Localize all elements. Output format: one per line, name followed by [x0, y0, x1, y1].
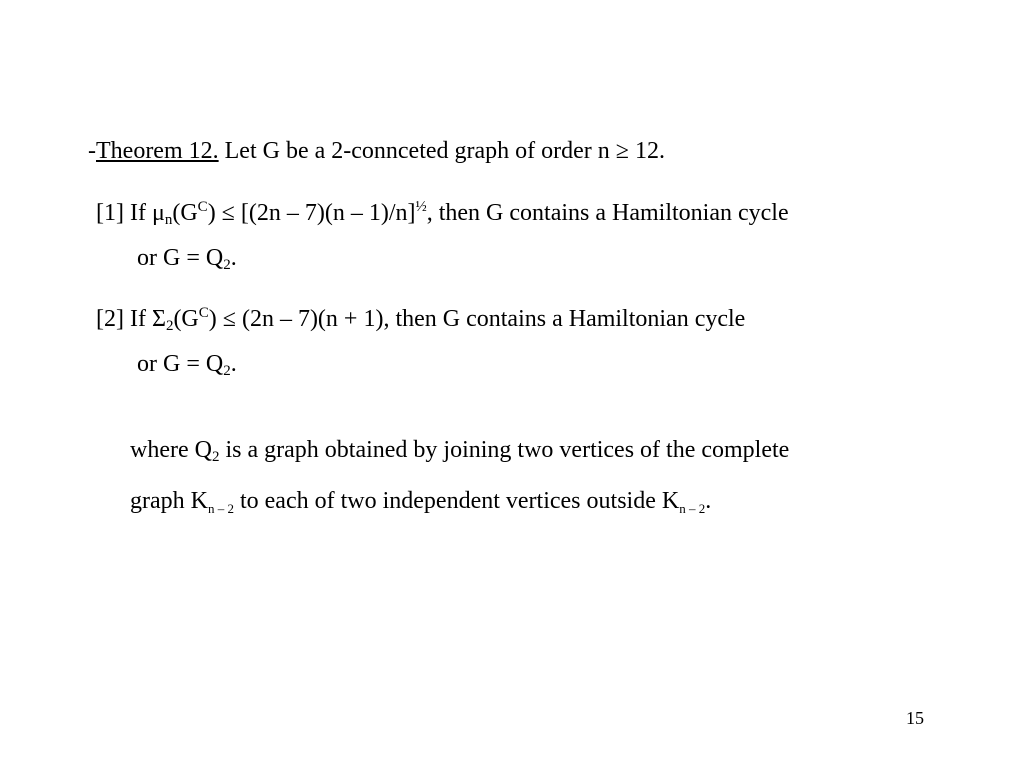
- theorem-heading: [88, 137, 665, 165]
- item2-line2-suffix: .: [230, 351, 237, 377]
- item1-line2-suffix: .: [230, 245, 237, 271]
- item2-line2-sub: 2: [223, 363, 231, 379]
- item1-line1: [96, 199, 789, 227]
- item1-sub-n: n: [164, 212, 173, 228]
- item1-line2: [137, 244, 237, 272]
- item2-line2-prefix: or G = Q: [137, 351, 224, 377]
- item1-g-open: (G: [172, 200, 198, 226]
- item1-sup-half: ½: [415, 199, 427, 215]
- item2-sup-c: C: [198, 305, 209, 321]
- item2-line2: [137, 350, 237, 378]
- item2-suffix: ) ≤ (2n – 7)(n + 1), then G contains a Hamiltonian cycle: [208, 306, 746, 332]
- where-line2-middle: to each of two independent vertices outside K: [233, 488, 680, 514]
- page-number: 15: [906, 708, 924, 728]
- where-sub-2: 2: [211, 449, 220, 465]
- item2-g-open: (G: [173, 306, 199, 332]
- item1-prefix: [1] If μ: [96, 200, 165, 226]
- where-line2-suffix: .: [705, 488, 712, 514]
- where-line2-prefix: graph K: [130, 488, 208, 514]
- theorem-text: Let G be a 2-connceted graph of order n ≥ 12.: [218, 138, 665, 164]
- where-line1: [130, 436, 789, 464]
- where-sub-a: n – 2: [207, 501, 234, 516]
- item1-line2-sub: 2: [223, 257, 231, 273]
- item1-middle: ) ≤ [(2n – 7)(n – 1)/n]: [207, 200, 416, 226]
- theorem-label: Theorem 12.: [96, 138, 219, 164]
- item2-sub-2: 2: [165, 318, 174, 334]
- item2-prefix: [2] If Σ: [96, 306, 166, 332]
- where-suffix: is a graph obtained by joining two vertices of the complete: [219, 437, 790, 463]
- item1-sup-c: C: [197, 199, 208, 215]
- item2-line1: [96, 305, 745, 333]
- where-sub-b: n – 2: [679, 501, 706, 516]
- item1-suffix: , then G contains a Hamiltonian cycle: [426, 200, 789, 226]
- theorem-dash: -: [88, 138, 96, 164]
- item1-line2-prefix: or G = Q: [137, 245, 224, 271]
- where-line2: [130, 487, 711, 515]
- where-prefix: where Q: [130, 437, 212, 463]
